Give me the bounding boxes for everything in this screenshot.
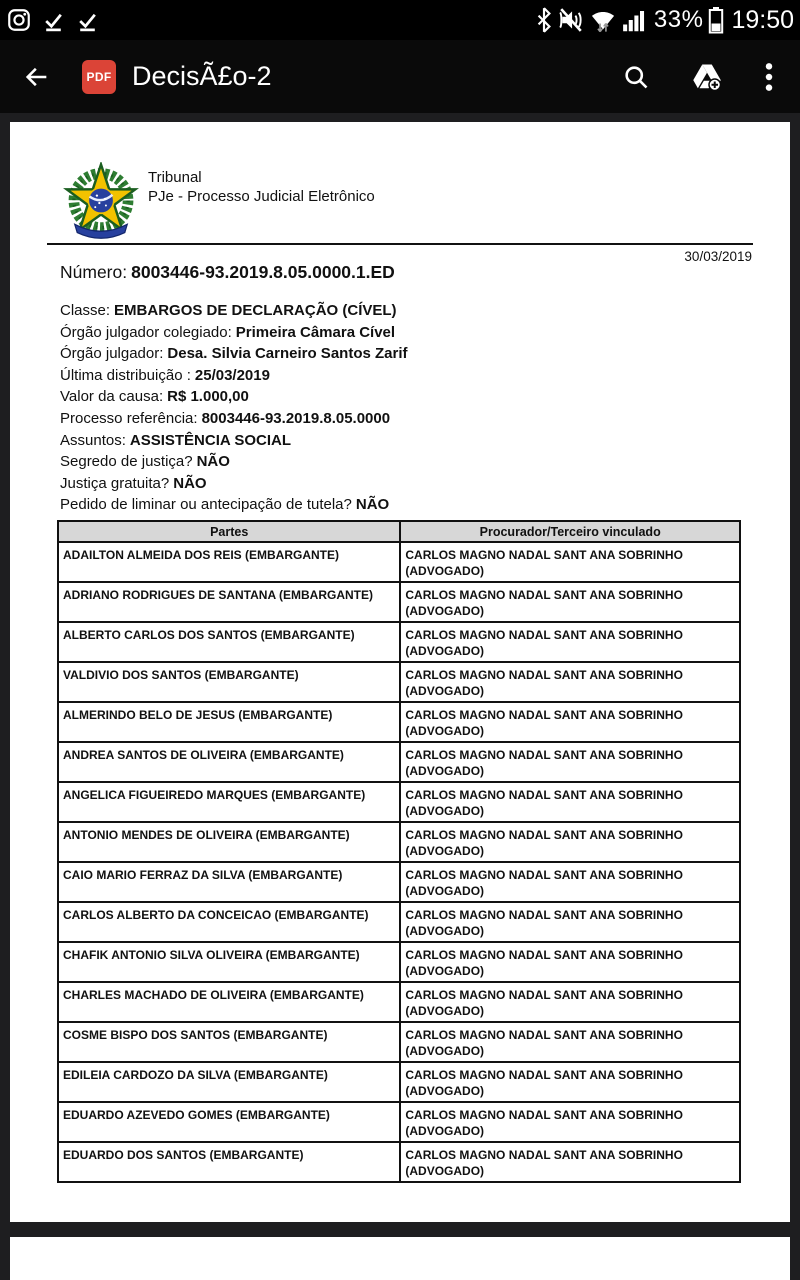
field-label: Órgão julgador: (60, 345, 164, 363)
procurador-role: (ADVOGADO) (405, 1004, 485, 1018)
parte-cell: EDUARDO DOS SANTOS (EMBARGANTE) (58, 1142, 400, 1182)
procurador-name: CARLOS MAGNO NADAL SANT ANA SOBRINHO (405, 828, 683, 842)
field-line (60, 365, 408, 387)
field-line (60, 300, 408, 322)
field-line (60, 494, 408, 516)
field-label: Última distribuição : (60, 366, 191, 384)
parte-cell: VALDIVIO DOS SANTOS (EMBARGANTE) (58, 662, 400, 702)
field-line (60, 408, 408, 430)
field-value: NÃO (173, 474, 207, 492)
status-bar (0, 0, 800, 40)
pdf-file-icon (82, 60, 116, 94)
table-row (58, 542, 740, 582)
instagram-icon (6, 7, 32, 33)
parties-table-body (58, 542, 740, 1182)
parties-table (57, 520, 741, 1183)
signal-icon (622, 7, 649, 33)
parte-cell: EDUARDO AZEVEDO GOMES (EMBARGANTE) (58, 1102, 400, 1142)
brazil-coat-of-arms-logo (60, 162, 142, 244)
field-line (60, 451, 408, 473)
system-status-icons (535, 6, 794, 35)
parte-cell: EDILEIA CARDOZO DA SILVA (EMBARGANTE) (58, 1062, 400, 1102)
table-row (58, 662, 740, 702)
procurador-name: CARLOS MAGNO NADAL SANT ANA SOBRINHO (405, 708, 683, 722)
bluetooth-icon (535, 7, 553, 33)
procurador-name: CARLOS MAGNO NADAL SANT ANA SOBRINHO (405, 868, 683, 882)
page-separator (10, 1222, 790, 1237)
process-number-value: 8003446-93.2019.8.05.0000.1.ED (131, 262, 395, 282)
table-row (58, 742, 740, 782)
field-label: Justiça gratuita? (60, 474, 170, 492)
procurador-role: (ADVOGADO) (405, 884, 485, 898)
procurador-name: CARLOS MAGNO NADAL SANT ANA SOBRINHO (405, 1148, 683, 1162)
table-row (58, 1142, 740, 1182)
parte-cell: ANTONIO MENDES DE OLIVEIRA (EMBARGANTE) (58, 822, 400, 862)
procurador-role: (ADVOGADO) (405, 1044, 485, 1058)
field-line (60, 430, 408, 452)
add-to-drive-icon[interactable] (692, 63, 722, 91)
field-label: Processo referência: (60, 409, 198, 427)
table-row (58, 702, 740, 742)
procurador-role: (ADVOGADO) (405, 1084, 485, 1098)
parte-cell: COSME BISPO DOS SANTOS (EMBARGANTE) (58, 1022, 400, 1062)
field-label: Classe: (60, 302, 111, 319)
procurador-role: (ADVOGADO) (405, 724, 485, 738)
battery-percent: 33% (653, 6, 704, 33)
parte-cell: ADAILTON ALMEIDA DOS REIS (EMBARGANTE) (58, 542, 400, 582)
parte-cell: CAIO MARIO FERRAZ DA SILVA (EMBARGANTE) (58, 862, 400, 902)
procurador-role: (ADVOGADO) (405, 684, 485, 698)
procurador-cell (400, 702, 740, 742)
table-row (58, 1102, 740, 1142)
pdf-badge-label: PDF (86, 69, 112, 84)
procurador-name: CARLOS MAGNO NADAL SANT ANA SOBRINHO (405, 748, 683, 762)
field-line (60, 473, 408, 495)
procurador-cell (400, 1062, 740, 1102)
table-row (58, 1062, 740, 1102)
back-button[interactable] (22, 62, 52, 92)
process-number-label: Número: (60, 262, 128, 282)
procurador-cell (400, 1102, 740, 1142)
field-value: EMBARGOS DE DECLARAÇÃO (CÍVEL) (114, 302, 397, 319)
field-value: ASSISTÊNCIA SOCIAL (129, 431, 292, 449)
battery-icon (708, 6, 724, 34)
parte-cell: ADRIANO RODRIGUES DE SANTANA (EMBARGANTE) (58, 582, 400, 622)
procurador-name: CARLOS MAGNO NADAL SANT ANA SOBRINHO (405, 668, 683, 682)
download-done-icon (41, 8, 66, 33)
procurador-role: (ADVOGADO) (405, 1124, 485, 1138)
clock: 19:50 (731, 5, 794, 34)
table-row (58, 942, 740, 982)
search-icon[interactable] (622, 63, 650, 91)
procurador-name: CARLOS MAGNO NADAL SANT ANA SOBRINHO (405, 1068, 683, 1082)
procurador-role: (ADVOGADO) (405, 924, 485, 938)
field-value: NÃO (355, 496, 390, 514)
field-value: R$ 1.000,00 (167, 388, 249, 406)
table-row (58, 582, 740, 622)
table-header-row (58, 521, 740, 542)
procurador-name: CARLOS MAGNO NADAL SANT ANA SOBRINHO (405, 948, 683, 962)
parte-cell: ALBERTO CARLOS DOS SANTOS (EMBARGANTE) (58, 622, 400, 662)
table-row (58, 822, 740, 862)
procurador-cell (400, 662, 740, 702)
procurador-cell (400, 982, 740, 1022)
procurador-name: CARLOS MAGNO NADAL SANT ANA SOBRINHO (405, 548, 683, 562)
procurador-role: (ADVOGADO) (405, 604, 485, 618)
procurador-cell (400, 902, 740, 942)
procurador-cell (400, 1022, 740, 1062)
procurador-cell (400, 942, 740, 982)
parte-cell: CHARLES MACHADO DE OLIVEIRA (EMBARGANTE) (58, 982, 400, 1022)
document-date: 30/03/2019 (684, 249, 752, 264)
field-label: Assuntos: (60, 431, 126, 449)
parte-cell: ANDREA SANTOS DE OLIVEIRA (EMBARGANTE) (58, 742, 400, 782)
field-line (60, 322, 408, 344)
procurador-name: CARLOS MAGNO NADAL SANT ANA SOBRINHO (405, 1028, 683, 1042)
pdf-page-scroll-area[interactable] (0, 113, 800, 1280)
col-header-partes: Partes (58, 521, 400, 542)
document-title: DecisÃ£o-2 (132, 61, 272, 91)
field-label: Valor da causa: (60, 388, 164, 406)
field-label: Pedido de liminar ou antecipação de tutela? (60, 496, 352, 514)
table-row (58, 982, 740, 1022)
procurador-cell (400, 622, 740, 662)
procurador-name: CARLOS MAGNO NADAL SANT ANA SOBRINHO (405, 628, 683, 642)
parte-cell: CHAFIK ANTONIO SILVA OLIVEIRA (EMBARGANTE) (58, 942, 400, 982)
procurador-name: CARLOS MAGNO NADAL SANT ANA SOBRINHO (405, 588, 683, 602)
field-value: 25/03/2019 (194, 366, 270, 384)
table-row (58, 1022, 740, 1062)
procurador-role: (ADVOGADO) (405, 844, 485, 858)
procurador-role: (ADVOGADO) (405, 644, 485, 658)
pdf-viewer-toolbar (0, 40, 800, 113)
table-row (58, 902, 740, 942)
procurador-role: (ADVOGADO) (405, 1164, 485, 1178)
procurador-cell (400, 542, 740, 582)
table-row (58, 782, 740, 822)
doc-fields (60, 300, 408, 516)
field-value: Desa. Silvia Carneiro Santos Zarif (167, 345, 408, 363)
header-divider (47, 243, 753, 245)
procurador-name: CARLOS MAGNO NADAL SANT ANA SOBRINHO (405, 908, 683, 922)
procurador-role: (ADVOGADO) (405, 964, 485, 978)
field-value: NÃO (196, 453, 230, 471)
procurador-name: CARLOS MAGNO NADAL SANT ANA SOBRINHO (405, 788, 683, 802)
notification-icons (6, 7, 100, 33)
overflow-menu-icon[interactable] (764, 62, 774, 92)
field-line (60, 343, 408, 365)
mute-vibrate-icon (558, 7, 584, 33)
toolbar-actions (622, 62, 774, 92)
procurador-name: CARLOS MAGNO NADAL SANT ANA SOBRINHO (405, 988, 683, 1002)
pdf-page-2 (10, 1237, 790, 1280)
parte-cell: CARLOS ALBERTO DA CONCEICAO (EMBARGANTE) (58, 902, 400, 942)
parte-cell: ANGELICA FIGUEIREDO MARQUES (EMBARGANTE) (58, 782, 400, 822)
procurador-cell (400, 582, 740, 622)
col-header-procurador: Procurador/Terceiro vinculado (400, 521, 740, 542)
org-line-2: PJe - Processo Judicial Eletrônico (148, 188, 375, 205)
download-done-icon (75, 8, 100, 33)
document-header (148, 168, 375, 206)
procurador-cell (400, 862, 740, 902)
pdf-page-1 (10, 122, 790, 1222)
field-value: Primeira Câmara Cível (235, 323, 396, 341)
procurador-cell (400, 742, 740, 782)
process-number-line (60, 262, 395, 283)
procurador-role: (ADVOGADO) (405, 804, 485, 818)
field-label: Órgão julgador colegiado: (60, 323, 232, 341)
procurador-cell (400, 822, 740, 862)
field-label: Segredo de justiça? (60, 453, 193, 471)
procurador-role: (ADVOGADO) (405, 564, 485, 578)
wifi-icon (589, 7, 617, 33)
parte-cell: ALMERINDO BELO DE JESUS (EMBARGANTE) (58, 702, 400, 742)
table-row (58, 862, 740, 902)
table-row (58, 622, 740, 662)
field-line (60, 386, 408, 408)
procurador-name: CARLOS MAGNO NADAL SANT ANA SOBRINHO (405, 1108, 683, 1122)
procurador-cell (400, 782, 740, 822)
procurador-role: (ADVOGADO) (405, 764, 485, 778)
field-value: 8003446-93.2019.8.05.0000 (201, 409, 391, 427)
procurador-cell (400, 1142, 740, 1182)
org-line-1: Tribunal (148, 169, 202, 186)
